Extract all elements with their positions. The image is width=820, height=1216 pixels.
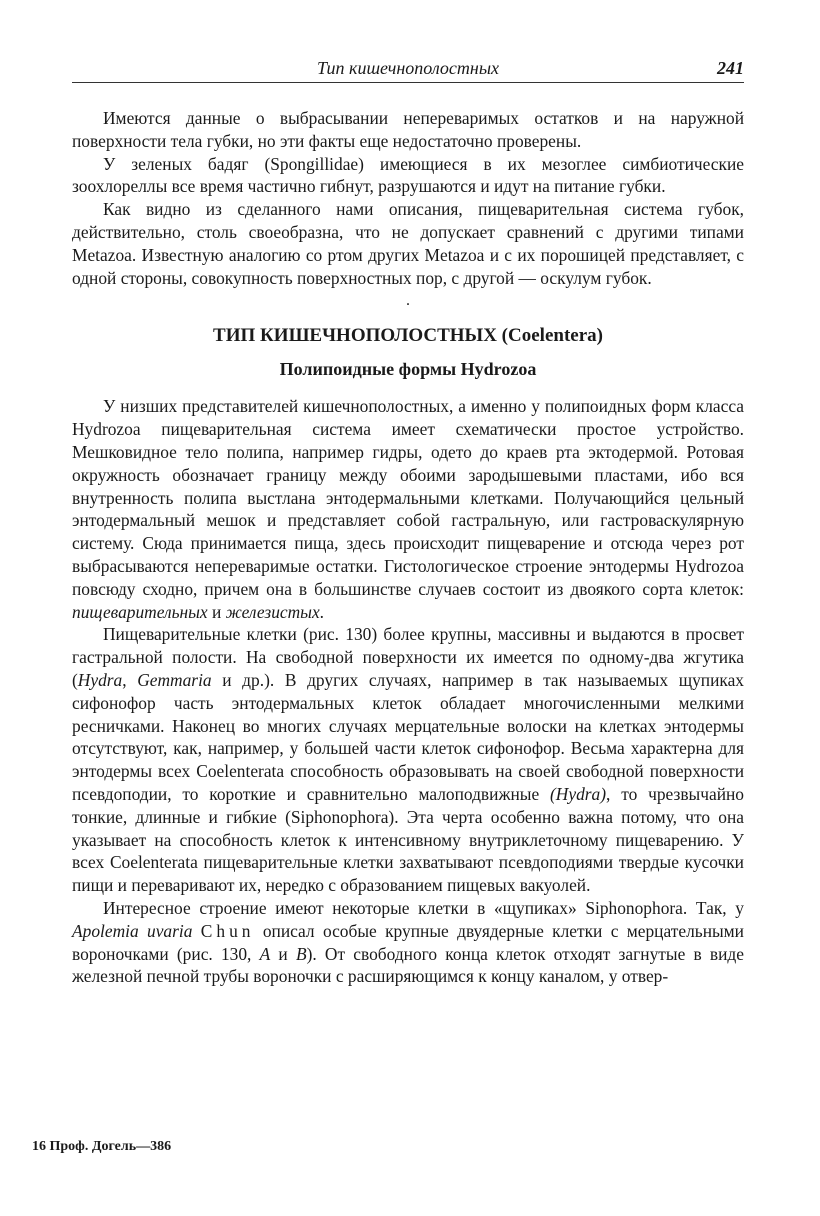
text-run: ). От свободного конца клеток отходят загнутые в виде железной печной трубы вороночки с расширяющимся к концу каналом, у отвер-	[72, 943, 744, 987]
text-run: и	[207, 601, 226, 622]
paragraph: У зеленых бадяг (Spongillidae) имеющиеся в их мезоглее симбиотические зоохлореллы все время частично гибнут, разрушаются и идут на питание губки.	[72, 153, 744, 197]
text-run: и др.). В других случаях, например в так называемых щупиках сифонофор часть энтодермальных клеток обладает многочисленными мелкими ресничками. Наконец во многих случаях мерцательные волоски на клетках энтодермы отсутствуют, как, например, у большей части клеток сифонофор. Весьма характерна для энтодермы всех Coelenterata способность образовывать на своей свободной поверхности псевдоподии, то короткие и сравнительно малоподвижные	[72, 669, 744, 804]
separator-dot: .	[406, 292, 410, 310]
term-glandular: железистых	[225, 601, 320, 622]
page	[72, 52, 744, 988]
taxon-name: Hydra	[77, 669, 123, 690]
intro-text	[72, 107, 744, 289]
figure-ref: В	[295, 943, 307, 964]
author-name: Chun	[200, 920, 255, 941]
text-run: ,	[122, 669, 138, 690]
page-number: 241	[717, 58, 744, 78]
text-run: , то чрезвычайно тонкие, длинные и гибкие (Siphonophora). Эта черта особенно важна потому, что она указывает на способность клеток к интенсивному внутриклеточному пищеварению. У всех Coelenterata пищеварительные клетки захватывают псевдоподиями твердые кусочки пищи и переваривают их, нередко с образованием пищевых вакуолей.	[72, 783, 744, 896]
text-run: и	[270, 943, 296, 964]
term-digestive: пищеварительных	[72, 601, 208, 622]
text-run: .	[319, 601, 325, 622]
paragraph	[72, 395, 744, 623]
subsection-title: Полипоидные формы Hydrozoa	[279, 359, 537, 380]
text-run: описал особые крупные двуядерные клетки с мерцательными вороночками (рис. 130,	[72, 920, 744, 964]
text-run	[192, 921, 200, 941]
paragraph: Имеются данные о выбрасывании непереваримых остатков и на наружной поверхности тела губки, но эти факты еще недостаточно проверены.	[72, 108, 744, 151]
running-head	[72, 52, 744, 83]
paragraph	[72, 623, 744, 897]
main-text	[72, 395, 744, 988]
text-run: У низших представителей кишечнополостных, а именно у полипоидных форм класса Hydrozoa пищеварительная система имеет схематически простое устройство. Мешковидное тело полипа, например гидры, одето до краев рта эктодермой. Ротовая окружность обозначает границу между обоими зародышевыми пластами, ибо вся внутренность полипа выстлана энтодермальными клетками. Получающийся цельный энтодермальный мешок и представляет собой гастральную, или гастроваскулярную систему. Сюда принимается пища, здесь происходит пищеварение и отсюда через рот выбрасываются непереваримые остатки. Гистологическое строение энтодермы Hydrozoa повсюду сходно, причем она в большинстве случаев состоит из двоякого сорта клеток:	[72, 396, 744, 599]
taxon-name: (Hydra)	[550, 783, 607, 804]
text-run: Интересное строение имеют некоторые клетки в «щупиках» Siphonophora. Так, у	[103, 897, 744, 918]
paragraph: Как видно из сделанного нами описания, пищеварительная система губок, действительно, столь своеобразна, что не допускает сравнений с другими типами Metazoa. Известную аналогию со ртом других Metazoa и с их порошицей представляет, с одной стороны, совокупность поверхностных пор, с другой — оскулум губок.	[72, 199, 744, 288]
taxon-name: Apolemia uvaria	[72, 920, 193, 941]
footer-signature: 16 Проф. Догель—386	[32, 1139, 172, 1154]
section-title: ТИП КИШЕЧНОПОЛОСТНЫХ (Coelentera)	[213, 325, 603, 347]
running-title: Тип кишечнополостных	[316, 58, 500, 78]
figure-ref: А	[259, 943, 271, 964]
paragraph	[72, 897, 744, 988]
text-run: Пищеварительные клетки (рис. 130) более крупны, массивны и выдаются в просвет гастральной полости. На свободной поверхности их имеется по одному-два жгутика (	[72, 624, 744, 690]
taxon-name: Gemmaria	[137, 669, 212, 690]
